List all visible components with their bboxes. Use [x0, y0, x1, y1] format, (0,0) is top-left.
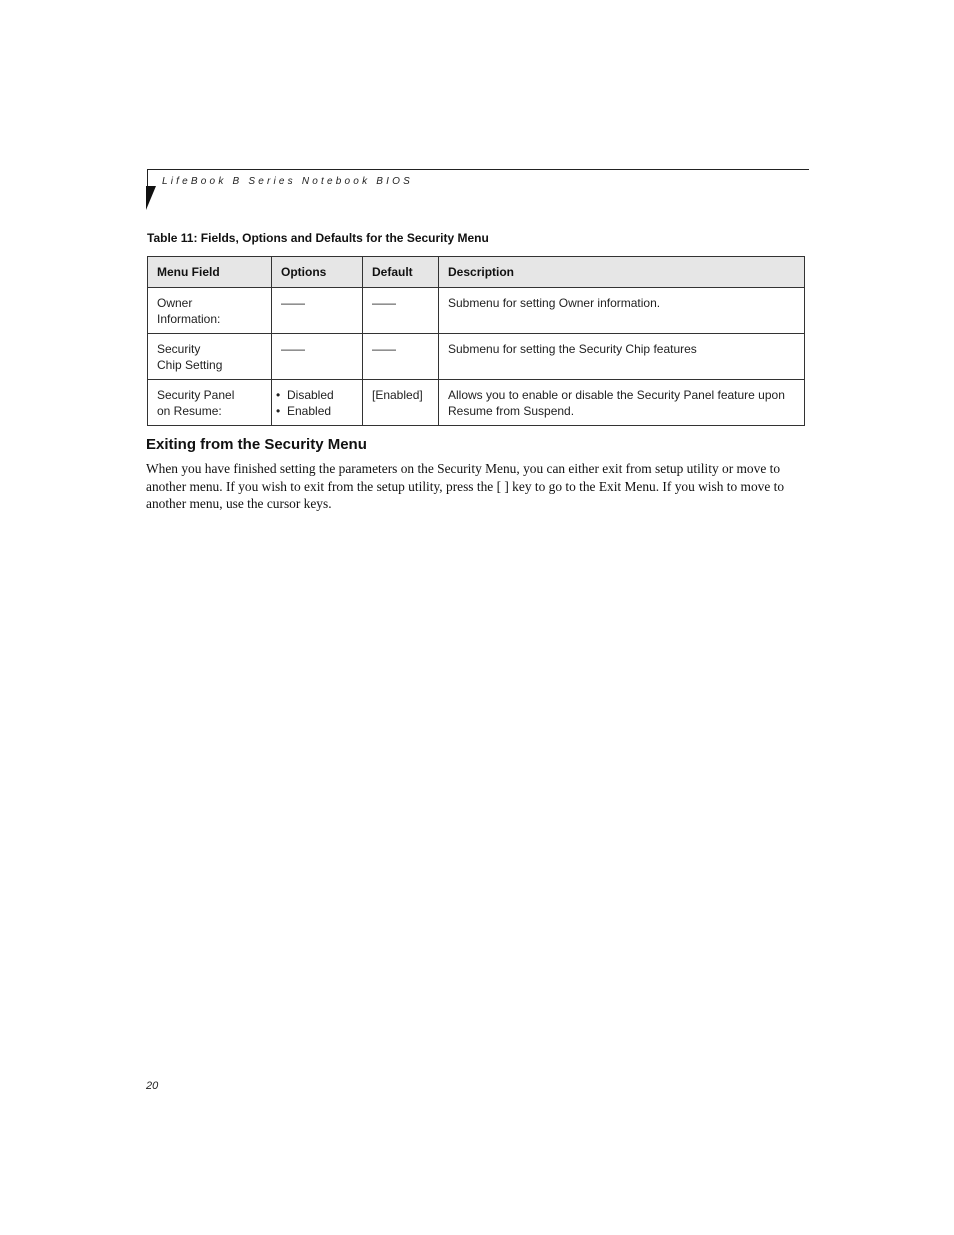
cell-options — [272, 288, 363, 334]
option-item: • Enabled — [276, 404, 354, 420]
page-number: 20 — [146, 1080, 159, 1092]
field-line: Chip Setting — [157, 357, 223, 372]
cell-menu-field — [148, 334, 272, 380]
cell-default — [363, 334, 439, 380]
description-line: Submenu for setting Owner information. — [448, 296, 661, 310]
options-list — [281, 388, 354, 419]
running-head: LifeBook B Series Notebook BIOS — [162, 176, 413, 187]
dash-placeholder: —— — [372, 296, 396, 310]
cell-menu-field — [148, 380, 272, 426]
cell-default — [363, 380, 439, 426]
table-header-row — [148, 257, 805, 288]
dash-placeholder: —— — [281, 342, 305, 356]
column-header-options: Options — [272, 257, 363, 288]
field-line: on Resume: — [157, 403, 222, 418]
column-header-default: Default — [363, 257, 439, 288]
header-wedge-mark — [146, 186, 156, 210]
cell-options — [272, 334, 363, 380]
field-line: Owner — [157, 296, 193, 310]
dash-placeholder: —— — [372, 342, 396, 356]
security-menu-table — [147, 256, 805, 426]
description-line: Allows you to enable or disable the Security Panel feature upon — [448, 388, 785, 402]
header-rule — [147, 169, 809, 170]
table-row — [148, 380, 805, 426]
column-header-menu-field: Menu Field — [148, 257, 272, 288]
description-line: Submenu for setting the Security Chip features — [448, 342, 697, 356]
field-line: Security Panel — [157, 388, 235, 402]
cell-default — [363, 288, 439, 334]
table-row — [148, 288, 805, 334]
section-heading: Exiting from the Security Menu — [146, 436, 367, 453]
cell-description — [439, 334, 805, 380]
table-row — [148, 334, 805, 380]
column-header-description: Description — [439, 257, 805, 288]
cell-options — [272, 380, 363, 426]
cell-description — [439, 380, 805, 426]
field-line: Information: — [157, 311, 221, 326]
cell-menu-field — [148, 288, 272, 334]
description-line: Resume from Suspend. — [448, 403, 575, 418]
dash-placeholder: —— — [281, 296, 305, 310]
field-line: Security — [157, 342, 201, 356]
table-caption: Table 11: Fields, Options and Defaults for the Security Menu — [147, 231, 489, 245]
option-item: • Disabled — [276, 388, 354, 404]
default-value: [Enabled] — [372, 388, 423, 402]
cell-description — [439, 288, 805, 334]
body-paragraph: When you have finished setting the parameters on the Security Menu, you can either exit from setup utility or move to another menu. If you wish to exit from the setup utility, press the [ ] key to go to the Exit Menu. If you wish to move to another menu, use the cursor keys. — [146, 461, 785, 512]
